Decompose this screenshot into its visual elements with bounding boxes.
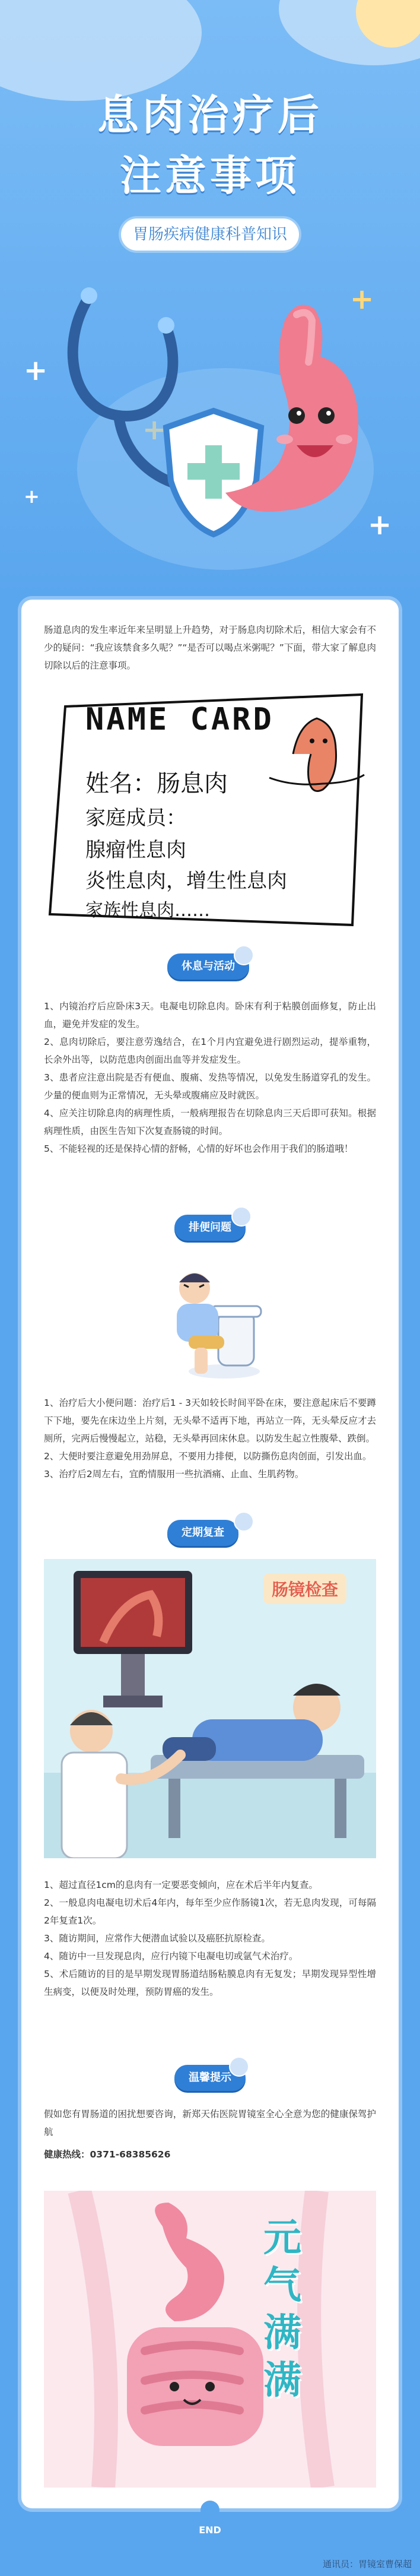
shield-end-icon bbox=[201, 2501, 219, 2520]
end-label: END bbox=[199, 2524, 221, 2536]
list-item: 5、术后随访的目的是早期发现胃肠道结肠粘膜息肉有无复发；早期发现异型性增生病变，以便及时处理，预防胃癌的发生。 bbox=[44, 1969, 376, 1997]
plus-icon: + bbox=[24, 354, 48, 387]
name-card-line: 姓名：肠息肉 bbox=[85, 770, 228, 797]
section-pill: 温馨提示 bbox=[174, 2065, 246, 2091]
list-item: 4、随访中一旦发现息肉，应行内镜下电凝电切或氩气术治疗。 bbox=[44, 1951, 298, 1962]
page-title-line2: 注意事项 bbox=[120, 151, 300, 200]
list-item: 2、息肉切除后，要注意劳逸结合，在1个月内宜避免进行剧烈运动，提举重物，长余外出等，以防范患肉创面出血等并发症发生。 bbox=[44, 1037, 376, 1065]
colonoscopy-illustration bbox=[44, 1559, 376, 1858]
name-card-illustration bbox=[44, 689, 376, 931]
list-item: 1、超过直径1cm的息肉有一定要恶变倾向，应在术后半年内复查。 bbox=[44, 1880, 318, 1890]
shield-badge-icon bbox=[231, 1206, 252, 1227]
section-pill: 休息与活动 bbox=[167, 953, 249, 980]
list-item: 2、大便时要注意避免用劲屏息，不要用力排便，以防撕伤息肉创面，引发出血。 bbox=[44, 1451, 372, 1462]
sticker-text: 元气满满 bbox=[263, 2216, 301, 2403]
shield-badge-icon bbox=[234, 1512, 254, 1532]
plus-icon: + bbox=[350, 283, 374, 316]
page-title-line1: 息肉治疗后 bbox=[97, 91, 323, 140]
list-item: 1、内镜治疗后应卧床3天。电凝电切除息肉。卧床有利于粘膜创面修复，防止出血，避免并发症的发生。 bbox=[44, 1001, 376, 1029]
shield-badge-icon bbox=[229, 2057, 249, 2077]
section-header-recheck bbox=[167, 1520, 238, 1546]
source-credit: 通讯员：胃镜室曹保超 bbox=[322, 2559, 412, 2569]
hotline-number[interactable]: 0371-68385626 bbox=[90, 2149, 171, 2160]
plus-icon: + bbox=[24, 485, 40, 508]
intro-paragraph: 肠道息肉的发生率近年来呈明显上升趋势，对于肠息肉切除术后，相信大家会有不少的疑问：“我应该禁食多久呢？”“是否可以喝点米粥呢？”下面，带大家了解息肉切除以后的注意事项。 bbox=[44, 625, 376, 671]
list-item: 3、治疗后2周左右，宜酌情服用一些抗酒痛、止血、生肌药物。 bbox=[44, 1469, 304, 1479]
list-item: 4、应关注切除息肉的病理性质，一般病理报告在切除息肉三天后即可获知。根据病理性质，由医生告知下次复查肠镜的时间。 bbox=[44, 1108, 376, 1136]
stomach-stethoscope-illustration bbox=[47, 273, 380, 582]
header-banner bbox=[0, 0, 420, 600]
tips-paragraph: 假如您有胃肠道的困扰想要咨询，新郑天佑医院胃镜室全心全意为您的健康保驾护航 bbox=[44, 2109, 376, 2137]
name-card-line: 炎性息肉，增生性息肉 bbox=[85, 869, 287, 893]
list-item: 3、患者应注意出院是否有便血、腹痛、发热等情况，以免发生肠道穿孔的发生。少量的便血则为正常情况，无头晕或腹痛应及时就医。 bbox=[44, 1072, 376, 1101]
name-card-line: 腺瘤性息肉 bbox=[85, 838, 186, 862]
hotline-row bbox=[44, 2146, 376, 2163]
rest-list bbox=[44, 997, 376, 1158]
colonoscopy-banner: 肠镜检查 bbox=[263, 1573, 346, 1604]
list-item: 1、治疗后大小便问题：治疗后1 - 3天如较长时间平卧在床，要注意起床后不要蹲下下地，要先在床边坐上片刻，无头晕不适再下地，再站立一阵，无头晕反应才去厕所，完两后慢慢起立，站稳，无头晕再回床休息。以防发生起立性腹晕、跌倒。 bbox=[44, 1398, 376, 1444]
name-card-line: 家族性息肉…… bbox=[85, 900, 210, 921]
name-card-line: 家庭成员： bbox=[85, 806, 186, 830]
section-pill: 排便问题 bbox=[174, 1215, 246, 1241]
hotline-label: 健康热线： bbox=[44, 2149, 90, 2160]
shield-badge-icon bbox=[234, 945, 254, 965]
intestine-sticker-illustration bbox=[44, 2191, 376, 2488]
list-item: 2、一般息肉电凝电切术后4年内，每年至少应作肠镜1次，若无息肉发现，可每隔2年复查1次。 bbox=[44, 1897, 376, 1926]
bowel-list bbox=[44, 1394, 376, 1483]
list-item: 5、不能轻视的还是保持心情的舒畅，心情的好坏也会作用于我们的肠道哦！ bbox=[44, 1143, 354, 1154]
list-item: 3、随访期间，应常作大便潜血试验以及癌胚抗原检查。 bbox=[44, 1933, 271, 1944]
name-card-heading: NAME CARD bbox=[85, 702, 274, 737]
plus-icon: + bbox=[368, 508, 392, 541]
subtitle-pill: 胃肠疾病健康科普知识 bbox=[121, 218, 299, 251]
section-pill: 定期复查 bbox=[167, 1520, 238, 1546]
intestine-cartoon bbox=[44, 2191, 376, 2488]
recheck-list bbox=[44, 1876, 376, 2001]
toilet-person-illustration bbox=[153, 1259, 266, 1383]
